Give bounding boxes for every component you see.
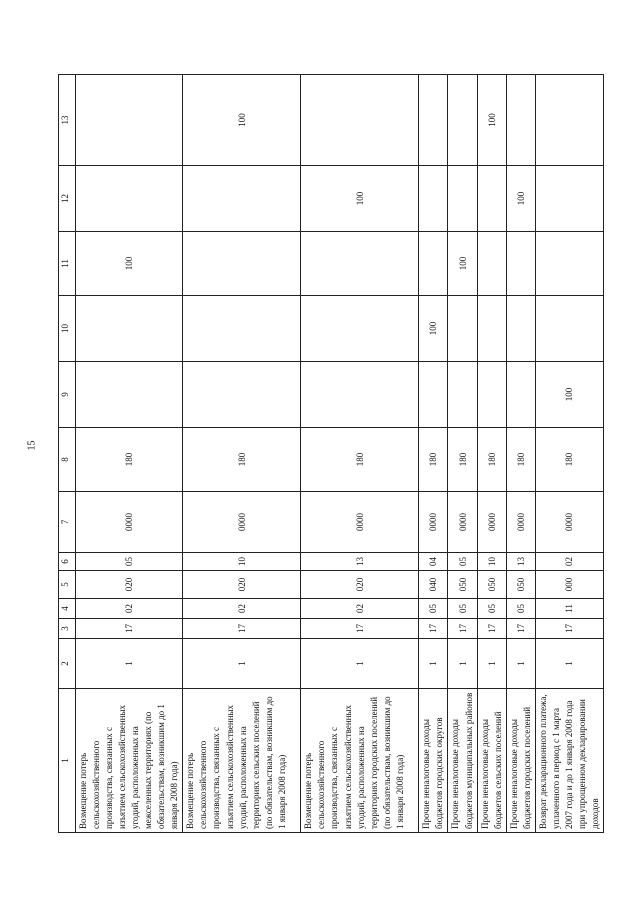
header-cell: 10 — [59, 296, 76, 362]
table-cell: 020 — [301, 571, 419, 599]
table-cell: 0000 — [301, 492, 419, 553]
table-cell: 04 — [419, 553, 448, 571]
table-cell: 1 — [419, 639, 448, 689]
table-cell: 100 — [448, 232, 477, 296]
table-cell: 0000 — [419, 492, 448, 553]
table-cell: 040 — [419, 571, 448, 599]
table-cell: 05 — [477, 599, 506, 619]
table-cell — [301, 296, 419, 362]
table-cell — [477, 232, 506, 296]
table-cell: 180 — [76, 428, 183, 492]
table-cell — [301, 362, 419, 428]
table-cell — [535, 232, 603, 296]
row-name-cell: Возмещение потерь сельскохозяйственного производства, связанных с изъятием сельскохозяйственных угодий, расположенных на межселенных территориях (по обязательствам, возникшим до 1 января 2008 года) — [76, 689, 183, 833]
row-name-cell: Прочие неналоговые доходы бюджетов городских округов — [419, 689, 448, 833]
table-cell — [448, 296, 477, 362]
table-cell — [183, 166, 301, 232]
table-cell: 17 — [506, 619, 535, 639]
table-cell — [183, 362, 301, 428]
table-cell: 180 — [477, 428, 506, 492]
table-cell: 1 — [183, 639, 301, 689]
table-cell — [535, 75, 603, 166]
table-cell: 180 — [183, 428, 301, 492]
table-row — [477, 75, 506, 833]
table-cell: 0000 — [183, 492, 301, 553]
table-cell: 02 — [301, 599, 419, 619]
table-row — [183, 75, 301, 833]
table-cell: 0000 — [448, 492, 477, 553]
table-row — [76, 75, 183, 833]
header-row — [59, 75, 76, 833]
table-cell: 100 — [301, 166, 419, 232]
table-cell — [183, 296, 301, 362]
row-name-cell: Прочие неналоговые доходы бюджетов муниципальных районов — [448, 689, 477, 833]
table-cell: 1 — [76, 639, 183, 689]
table-cell: 10 — [183, 553, 301, 571]
table-cell — [448, 75, 477, 166]
table-cell: 13 — [506, 553, 535, 571]
row-name-cell: Возврат декларационного платежа, уплаченного в период с 1 марта 2007 года и до 1 января 2008 года при упрощенном декларировании доходов — [535, 689, 603, 833]
table-cell: 17 — [301, 619, 419, 639]
table-cell: 1 — [535, 639, 603, 689]
table-cell: 02 — [535, 553, 603, 571]
table-cell — [506, 232, 535, 296]
table-cell — [535, 166, 603, 232]
table-cell — [506, 362, 535, 428]
table-cell — [477, 166, 506, 232]
table-cell: 17 — [477, 619, 506, 639]
table-cell — [506, 296, 535, 362]
row-name-cell: Прочие неналоговые доходы бюджетов городских поселений — [506, 689, 535, 833]
header-cell: 9 — [59, 362, 76, 428]
header-cell: 12 — [59, 166, 76, 232]
table-cell: 17 — [183, 619, 301, 639]
table-cell: 05 — [76, 553, 183, 571]
table-cell: 17 — [535, 619, 603, 639]
table-cell: 0000 — [506, 492, 535, 553]
header-cell: 11 — [59, 232, 76, 296]
table-row — [506, 75, 535, 833]
header-cell: 5 — [59, 571, 76, 599]
table-cell — [419, 166, 448, 232]
table-cell: 180 — [419, 428, 448, 492]
table-cell: 100 — [506, 166, 535, 232]
table-cell: 100 — [183, 75, 301, 166]
table-cell: 020 — [183, 571, 301, 599]
table-cell: 1 — [448, 639, 477, 689]
header-cell: 7 — [59, 492, 76, 553]
table-cell: 100 — [535, 362, 603, 428]
table-cell: 05 — [506, 599, 535, 619]
page-number: 15 — [26, 440, 38, 451]
table-cell — [76, 296, 183, 362]
rotated-table-area — [58, 75, 600, 833]
table-cell: 1 — [301, 639, 419, 689]
table-cell — [419, 75, 448, 166]
table-cell — [419, 362, 448, 428]
table-cell — [448, 362, 477, 428]
row-name-cell: Возмещение потерь сельскохозяйственного производства, связанных с изъятием сельскохозяйственных угодий, расположенных на территориях городских поселений (по обязательствам, возникшим до 1 января 2008 года) — [301, 689, 419, 833]
header-cell: 13 — [59, 75, 76, 166]
table-cell: 0000 — [535, 492, 603, 553]
table-cell: 020 — [76, 571, 183, 599]
table-cell — [76, 362, 183, 428]
table-cell: 13 — [301, 553, 419, 571]
table-cell: 02 — [183, 599, 301, 619]
rotated-table-container — [58, 75, 600, 833]
table-cell: 180 — [448, 428, 477, 492]
table-cell: 100 — [477, 75, 506, 166]
table-cell: 1 — [506, 639, 535, 689]
table-cell: 100 — [76, 232, 183, 296]
row-name-cell: Возмещение потерь сельскохозяйственного производства, связанных с изъятием сельскохозяйственных угодий, расположенных на территориях сельских поселений (по обязательствам, возникшим до 1 января 2008 года) — [183, 689, 301, 833]
table-cell: 10 — [477, 553, 506, 571]
table-cell: 180 — [301, 428, 419, 492]
table-cell: 050 — [448, 571, 477, 599]
table-cell: 180 — [506, 428, 535, 492]
table-cell: 100 — [419, 296, 448, 362]
table-cell — [477, 296, 506, 362]
table-cell — [477, 362, 506, 428]
table-cell — [183, 232, 301, 296]
table-cell: 17 — [76, 619, 183, 639]
table-cell: 1 — [477, 639, 506, 689]
table-cell: 02 — [76, 599, 183, 619]
table-cell — [301, 232, 419, 296]
header-cell: 2 — [59, 639, 76, 689]
table-cell — [506, 75, 535, 166]
table-cell — [76, 75, 183, 166]
table-cell — [301, 75, 419, 166]
table-cell: 0000 — [76, 492, 183, 553]
table-row — [535, 75, 603, 833]
table-cell: 11 — [535, 599, 603, 619]
revenue-classification-table — [58, 74, 604, 833]
table-cell: 05 — [419, 599, 448, 619]
table-cell: 17 — [419, 619, 448, 639]
table-cell: 05 — [448, 599, 477, 619]
table-cell: 050 — [477, 571, 506, 599]
header-cell: 8 — [59, 428, 76, 492]
header-cell: 3 — [59, 619, 76, 639]
table-row — [419, 75, 448, 833]
table-cell — [419, 232, 448, 296]
table-cell: 0000 — [477, 492, 506, 553]
table-cell: 000 — [535, 571, 603, 599]
table-cell — [535, 296, 603, 362]
table-cell: 180 — [535, 428, 603, 492]
header-cell: 1 — [59, 689, 76, 833]
table-cell — [448, 166, 477, 232]
header-cell: 4 — [59, 599, 76, 619]
row-name-cell: Прочие неналоговые доходы бюджетов сельских поселений — [477, 689, 506, 833]
table-row — [448, 75, 477, 833]
header-cell: 6 — [59, 553, 76, 571]
table-cell: 17 — [448, 619, 477, 639]
table-cell: 050 — [506, 571, 535, 599]
table-row — [301, 75, 419, 833]
table-cell: 05 — [448, 553, 477, 571]
table-cell — [76, 166, 183, 232]
